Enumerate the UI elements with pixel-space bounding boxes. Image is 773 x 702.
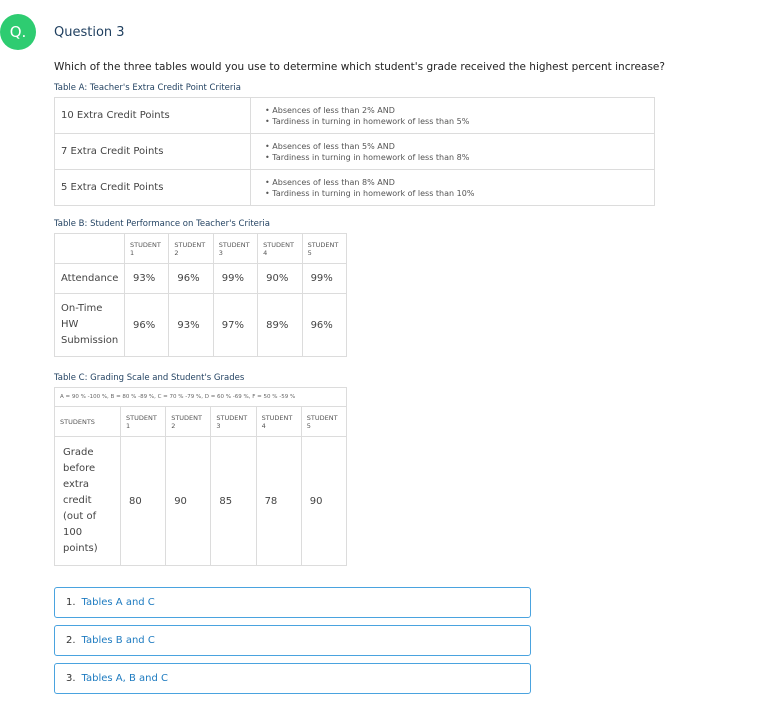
value-cell: 96% bbox=[302, 294, 346, 357]
student-header: STUDENT 5 bbox=[301, 407, 346, 437]
points-cell: 7 Extra Credit Points bbox=[55, 134, 251, 170]
table-a bbox=[54, 97, 655, 206]
table-b-caption: Table B: Student Performance on Teacher's Criteria bbox=[54, 219, 270, 229]
row-label: Attendance bbox=[55, 264, 125, 294]
answer-option-1[interactable] bbox=[54, 587, 531, 618]
student-header: STUDENT 2 bbox=[169, 234, 213, 264]
student-header: STUDENT 2 bbox=[166, 407, 211, 437]
header-row bbox=[55, 234, 347, 264]
students-header: STUDENTS bbox=[55, 407, 121, 437]
option-label: Tables B and C bbox=[81, 635, 155, 646]
option-number: 2. bbox=[66, 635, 76, 646]
row-label: On-Time HW Submission bbox=[55, 294, 125, 357]
criteria-line: • Tardiness in turning in homework of less than 5% bbox=[265, 116, 470, 126]
criteria-line: • Absences of less than 2% AND bbox=[265, 105, 395, 115]
table-c-caption: Table C: Grading Scale and Student's Grades bbox=[54, 373, 245, 383]
table-row bbox=[55, 134, 655, 170]
student-header: STUDENT 4 bbox=[256, 407, 301, 437]
grading-scale-row bbox=[55, 388, 347, 407]
criteria-line: • Tardiness in turning in homework of less than 10% bbox=[265, 188, 475, 198]
student-header: STUDENT 3 bbox=[211, 407, 256, 437]
value-cell: 97% bbox=[213, 294, 257, 357]
student-header: STUDENT 3 bbox=[213, 234, 257, 264]
student-header: STUDENT 5 bbox=[302, 234, 346, 264]
empty-header-cell bbox=[55, 234, 125, 264]
value-cell: 90% bbox=[258, 264, 302, 294]
table-row bbox=[55, 264, 347, 294]
option-label: Tables A, B and C bbox=[81, 673, 169, 684]
header-row bbox=[55, 407, 347, 437]
table-row bbox=[55, 294, 347, 357]
value-cell: 80 bbox=[121, 437, 166, 566]
value-cell: 93% bbox=[169, 294, 213, 357]
value-cell: 93% bbox=[125, 264, 169, 294]
value-cell: 90 bbox=[166, 437, 211, 566]
value-cell: 85 bbox=[211, 437, 256, 566]
question-title: Question 3 bbox=[54, 25, 125, 40]
criteria-cell bbox=[251, 134, 655, 170]
table-c bbox=[54, 387, 347, 566]
criteria-cell bbox=[251, 98, 655, 134]
student-header: STUDENT 4 bbox=[258, 234, 302, 264]
question-prompt: Which of the three tables would you use to determine which student's grade received the highest percent increase? bbox=[54, 61, 665, 73]
student-header: STUDENT 1 bbox=[121, 407, 166, 437]
criteria-line: • Absences of less than 8% AND bbox=[265, 177, 395, 187]
criteria-cell bbox=[251, 170, 655, 206]
value-cell: 99% bbox=[213, 264, 257, 294]
row-label: Grade before extra credit (out of 100 points) bbox=[55, 437, 121, 566]
question-badge: Q. bbox=[0, 14, 36, 50]
table-row bbox=[55, 98, 655, 134]
grading-scale: A = 90 % -100 %, B = 80 % -89 %, C = 70 % -79 %, D = 60 % -69 %, F = 50 % -59 % bbox=[55, 388, 347, 407]
table-b bbox=[54, 233, 347, 357]
option-number: 3. bbox=[66, 673, 76, 684]
criteria-line: • Tardiness in turning in homework of less than 8% bbox=[265, 152, 470, 162]
points-cell: 5 Extra Credit Points bbox=[55, 170, 251, 206]
table-a-caption: Table A: Teacher's Extra Credit Point Criteria bbox=[54, 83, 241, 93]
student-header: STUDENT 1 bbox=[125, 234, 169, 264]
table-row bbox=[55, 437, 347, 566]
table-row bbox=[55, 170, 655, 206]
points-cell: 10 Extra Credit Points bbox=[55, 98, 251, 134]
value-cell: 96% bbox=[125, 294, 169, 357]
option-label: Tables A and C bbox=[81, 597, 155, 608]
criteria-line: • Absences of less than 5% AND bbox=[265, 141, 395, 151]
value-cell: 78 bbox=[256, 437, 301, 566]
value-cell: 99% bbox=[302, 264, 346, 294]
value-cell: 89% bbox=[258, 294, 302, 357]
answer-option-3[interactable] bbox=[54, 663, 531, 694]
option-number: 1. bbox=[66, 597, 76, 608]
value-cell: 90 bbox=[301, 437, 346, 566]
value-cell: 96% bbox=[169, 264, 213, 294]
answer-option-2[interactable] bbox=[54, 625, 531, 656]
